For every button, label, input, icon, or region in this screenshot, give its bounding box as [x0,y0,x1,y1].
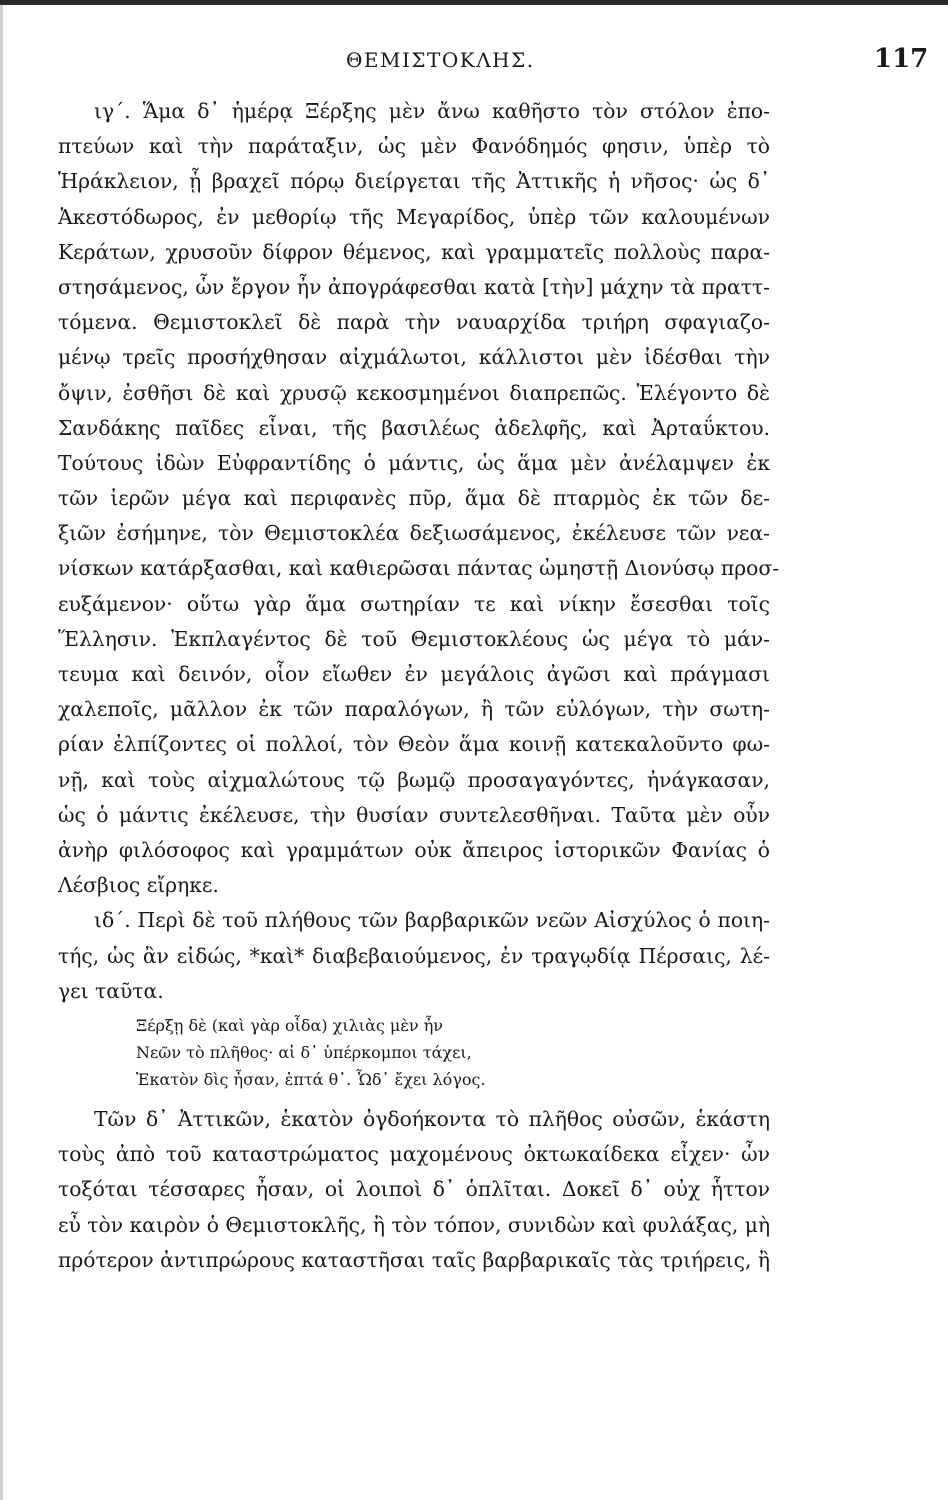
text-line: νίσκων κατάρξασθαι, καὶ καθιερῶσαι πάντας ὠμηστῇ Διονύσῳ προσ- [58,556,780,581]
text-line: ευξάμενον· οὕτω γὰρ ἅμα σωτηρίαν τε καὶ νίκην ἔσεσθαι τοῖς [58,591,770,616]
text-line: τοὺς ἀπὸ τοῦ καταστρώματος μαχομένους ὀκτωκαίδεκα εἶχεν· ὧν [58,1142,770,1167]
text-line: εὖ τὸν καιρὸν ὁ Θεμιστοκλῆς, ἢ τὸν τόπον, συνιδὼν καὶ φυλάξας, μὴ [58,1212,771,1237]
text-line: Κεράτων, χρυσοῦν δίφρον θέμενος, καὶ γραμματεῖς πολλοὺς παρα- [58,239,770,264]
text-line: ὡς ὁ μάντις ἐκέλευσε, τὴν θυσίαν συντελεσθῆναι. Ταῦτα μὲν οὖν [58,802,770,827]
text-line: τευμα καὶ δεινόν, οἷον εἴωθεν ἐν μεγάλοις ἀγῶσι καὶ πράγμασι [58,662,770,686]
verse-line: Νεῶν τὸ πλῆθος· αἱ δ᾽ ὑπέρκομποι τάχει, [136,1043,472,1062]
text-line: πτεύων καὶ τὴν παράταξιν, ὡς μὲν Φανόδημός φησιν, ὑπὲρ τὸ [58,134,770,159]
text-line: ὄψιν, ἐσθῆσι δὲ καὶ χρυσῷ κεκοσμημένοι διαπρεπῶς. Ἐλέγοντο δὲ [58,380,770,405]
text-line: γει ταῦτα. [58,978,164,1003]
text-line: νῇ, καὶ τοὺς αἰχμαλώτους τῷ βωμῷ προσαγαγόντες, ἠνάγκασαν, [58,767,770,792]
text-line: Σανδάκης παῖδες εἶναι, τῆς βασιλέως ἀδελφῆς, καὶ Ἀρταΰκτου. [58,415,770,440]
text-line: Ἡράκλειον, ᾗ βραχεῖ πόρῳ διείργεται τῆς Ἀττικῆς ἡ νῆσος· ὡς δ᾽ [58,169,770,194]
page-header [0,44,948,78]
verse-line: Ξέρξῃ δὲ (καὶ γὰρ οἶδα) χιλιὰς μὲν ἦν [136,1016,444,1035]
text-line: πρότερον ἀντιπρώρους καταστῆσαι ταῖς βαρβαρικαῖς τὰς τριήρεις, ἢ [58,1247,770,1272]
text-line: Λέσβιος εἴρηκε. [58,873,219,898]
text-line: στησάμενος, ὧν ἔργον ἦν ἀπογράφεσθαι κατὰ [τὴν] μάχην τὰ πραττ- [58,274,770,299]
text-line: ξιῶν ἐσήμηνε, τὸν Θεμιστοκλέα δεξιωσάμενος, ἐκέλευσε τῶν νεα- [58,521,770,546]
running-title: ΘΕΜΙΣΤΟΚΛΗΣ. [346,48,535,72]
verse-line: Ἑκατὸν δὶς ἦσαν, ἑπτά θ᾽. Ὧδ᾽ ἔχει λόγος. [136,1070,486,1089]
text-line: ρίαν ἐλπίζοντες οἱ πολλοί, τὸν Θεὸν ἅμα κοινῇ κατεκαλοῦντο φω- [58,732,770,757]
text-line: ιδ΄. Περὶ δὲ τοῦ πλήθους τῶν βαρβαρικῶν νεῶν Αἰσχύλος ὁ ποιη- [94,908,770,933]
page-number: 117 [874,44,929,74]
text-line: Ἕλλησιν. Ἐκπλαγέντος δὲ τοῦ Θεμιστοκλέους ὡς μέγα τὸ μάν- [58,626,770,651]
left-page-edge [0,5,3,1500]
continuation-text [58,1102,770,1278]
text-line: ἀνὴρ φιλόσοφος καὶ γραμμάτων οὐκ ἄπειρος ἱστορικῶν Φανίας ὁ [58,837,770,862]
top-page-edge [0,0,948,5]
main-text [58,94,780,1009]
verse-quotation [136,1012,556,1093]
text-line: τής, ὡς ἂν εἰδώς, *καὶ* διαβεβαιούμενος, ἐν τραγῳδίᾳ Πέρσαις, λέ- [58,943,770,968]
text-line: τῶν ἱερῶν μέγα καὶ περιφανὲς πῦρ, ἅμα δὲ πταρμὸς ἐκ τῶν δε- [58,486,770,511]
text-line: χαλεποῖς, μᾶλλον ἐκ τῶν παραλόγων, ἢ τῶν εὐλόγων, τὴν σωτη- [58,697,770,722]
text-line: ιγ΄. Ἅμα δ᾽ ἡμέρᾳ Ξέρξης μὲν ἄνω καθῆστο τὸν στόλον ἐπο- [94,99,770,123]
text-line: τοξόται τέσσαρες ἦσαν, οἱ λοιποὶ δ᾽ ὁπλῖται. Δοκεῖ δ᾽ οὐχ ἧττον [58,1177,770,1202]
text-line: Τούτους ἰδὼν Εὐφραντίδης ὁ μάντις, ὡς ἅμα μὲν ἀνέλαμψεν ἐκ [58,450,770,475]
text-line: τόμενα. Θεμιστοκλεῖ δὲ παρὰ τὴν ναυαρχίδα τριήρη σφαγιαζο- [58,310,770,335]
text-line: Τῶν δ᾽ Ἀττικῶν, ἑκατὸν ὀγδοήκοντα τὸ πλῆθος οὐσῶν, ἑκάστη [94,1107,770,1131]
text-line: μένῳ τρεῖς προσήχθησαν αἰχμάλωτοι, κάλλιστοι μὲν ἰδέσθαι τὴν [58,345,770,370]
text-line: Ἀκεστόδωρος, ἐν μεθορίῳ τῆς Μεγαρίδος, ὑπὲρ τῶν καλουμένων [58,204,770,229]
